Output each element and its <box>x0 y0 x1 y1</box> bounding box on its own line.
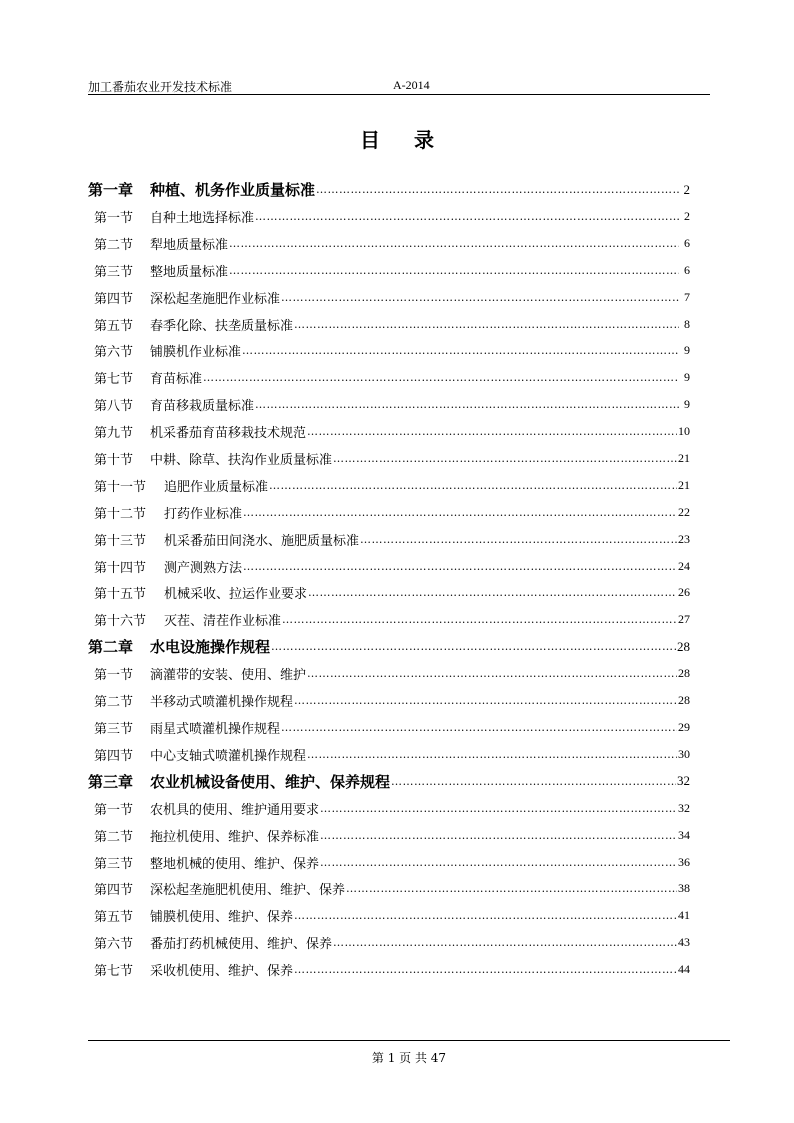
toc-entry-page: 10 <box>678 424 690 439</box>
toc-entry-number: 第四节 <box>94 748 134 764</box>
toc-entry-page: 6 <box>684 262 690 277</box>
toc-section-entry[interactable] <box>88 445 690 472</box>
toc-leader-dots <box>243 506 677 519</box>
toc-entry-page: 6 <box>684 235 690 250</box>
toc-leader-dots <box>281 721 677 734</box>
toc-chapter-entry[interactable] <box>88 768 690 795</box>
toc-entry-number: 第十四节 <box>94 560 147 576</box>
toc-section-entry[interactable] <box>88 337 690 364</box>
toc-leader-dots <box>269 479 677 492</box>
toc-leader-dots <box>242 344 679 357</box>
toc-entry-number: 第十六节 <box>94 614 147 630</box>
toc-section-entry[interactable] <box>88 795 690 822</box>
toc-entry-title: 追肥作业质量标准 <box>164 479 269 495</box>
toc-leader-dots <box>229 237 679 250</box>
toc-entry-number: 第十节 <box>94 452 134 468</box>
toc-leader-dots <box>255 210 679 223</box>
toc-entry-number: 第二节 <box>94 237 134 253</box>
toc-chapter-entry[interactable] <box>88 633 690 660</box>
toc-entry-title: 农机具的使用、维护通用要求 <box>150 802 320 818</box>
toc-section-entry[interactable] <box>88 956 690 983</box>
toc-entry-page: 24 <box>678 558 690 573</box>
toc-entry-number: 第一节 <box>94 802 134 818</box>
toc-entry-page: 38 <box>678 881 690 896</box>
toc-section-entry[interactable] <box>88 741 690 768</box>
toc-chapter-entry[interactable] <box>88 176 690 203</box>
toc-leader-dots <box>282 613 677 626</box>
toc-entry-title: 铺膜机作业标准 <box>150 345 242 361</box>
toc-entry-title: 机采番茄田间浇水、施肥质量标准 <box>164 533 360 549</box>
toc-entry-page: 23 <box>678 531 690 546</box>
toc-entry-page: 28 <box>677 638 690 654</box>
toc-entry-number: 第二节 <box>94 695 134 711</box>
toc-section-entry[interactable] <box>88 230 690 257</box>
toc-entry-number: 第三章 <box>88 772 134 791</box>
toc-entry-page: 21 <box>678 477 690 492</box>
toc-entry-title: 育苗移栽质量标准 <box>150 399 255 415</box>
toc-entry-number: 第三节 <box>94 264 134 280</box>
toc-section-entry[interactable] <box>88 929 690 956</box>
toc-entry-page: 32 <box>678 800 690 815</box>
toc-entry-page: 9 <box>684 343 690 358</box>
toc-leader-dots <box>391 775 676 788</box>
toc-entry-title: 中耕、除草、扶沟作业质量标准 <box>150 452 333 468</box>
toc-section-entry[interactable] <box>88 714 690 741</box>
toc-entry-number: 第八节 <box>94 399 134 415</box>
toc-entry-page: 28 <box>678 666 690 681</box>
toc-leader-dots <box>271 640 676 653</box>
toc-entry-title: 深松起垄施肥机使用、维护、保养 <box>150 883 346 899</box>
toc-section-entry[interactable] <box>88 499 690 526</box>
toc-leader-dots <box>243 560 677 573</box>
toc-entry-number: 第十三节 <box>94 533 147 549</box>
toc-entry-title: 春季化除、扶垄质量标准 <box>150 318 294 334</box>
toc-entry-page: 29 <box>678 719 690 734</box>
toc-leader-dots <box>307 425 677 438</box>
toc-leader-dots <box>229 264 679 277</box>
toc-entry-number: 第七节 <box>94 372 134 388</box>
toc-leader-dots <box>281 291 679 304</box>
toc-entry-number: 第六节 <box>94 345 134 361</box>
toc-section-entry[interactable] <box>88 364 690 391</box>
toc-section-entry[interactable] <box>88 902 690 929</box>
toc-entry-number: 第一章 <box>88 181 134 199</box>
toc-section-entry[interactable] <box>88 391 690 418</box>
table-of-contents <box>88 176 690 983</box>
toc-entry-number: 第十五节 <box>94 587 147 603</box>
toc-section-entry[interactable] <box>88 660 690 687</box>
toc-entry-title: 深松起垄施肥作业标准 <box>150 291 281 307</box>
toc-entry-page: 28 <box>678 693 690 708</box>
page-footer <box>88 1040 730 1065</box>
toc-leader-dots <box>320 829 677 842</box>
document-title: 加工番茄农业开发技术标准 <box>88 80 233 94</box>
toc-entry-title: 拖拉机使用、维护、保养标准 <box>150 829 320 845</box>
toc-leader-dots <box>360 533 677 546</box>
toc-entry-page: 22 <box>678 504 690 519</box>
toc-entry-page: 2 <box>683 181 690 197</box>
toc-leader-dots <box>255 398 679 411</box>
toc-entry-number: 第一节 <box>94 668 134 684</box>
toc-section-entry[interactable] <box>88 875 690 902</box>
toc-section-entry[interactable] <box>88 687 690 714</box>
toc-leader-dots <box>333 452 677 465</box>
toc-entry-number: 第七节 <box>94 964 134 980</box>
toc-entry-page: 30 <box>678 746 690 761</box>
toc-section-entry[interactable] <box>88 284 690 311</box>
toc-leader-dots <box>294 963 677 976</box>
toc-entry-title: 半移动式喷灌机操作规程 <box>150 695 294 711</box>
toc-title: 目录 <box>360 128 468 152</box>
toc-entry-title: 整地机械的使用、维护、保养 <box>150 856 320 872</box>
toc-entry-number: 第三节 <box>94 856 134 872</box>
toc-section-entry[interactable] <box>88 553 690 580</box>
toc-leader-dots <box>308 586 677 599</box>
toc-entry-page: 34 <box>678 827 690 842</box>
toc-leader-dots <box>333 936 677 949</box>
page-header <box>88 78 710 95</box>
toc-entry-page: 43 <box>678 935 690 950</box>
toc-entry-title: 滴灌带的安装、使用、维护 <box>150 668 307 684</box>
toc-entry-number: 第四节 <box>94 883 134 899</box>
toc-entry-number: 第九节 <box>94 426 134 442</box>
document-code: A-2014 <box>393 78 430 92</box>
toc-entry-number: 第十二节 <box>94 506 147 522</box>
toc-entry-title: 机采番茄育苗移栽技术规范 <box>150 426 307 442</box>
toc-entry-page: 26 <box>678 585 690 600</box>
toc-entry-title: 采收机使用、维护、保养 <box>150 964 294 980</box>
toc-entry-title: 水电设施操作规程 <box>150 638 271 657</box>
toc-entry-title: 育苗标准 <box>150 372 203 388</box>
toc-entry-number: 第三节 <box>94 721 134 737</box>
toc-leader-dots <box>294 318 679 331</box>
toc-entry-page: 32 <box>677 773 690 789</box>
toc-section-entry[interactable] <box>88 849 690 876</box>
toc-entry-page: 44 <box>678 962 690 977</box>
toc-leader-dots <box>316 183 679 196</box>
toc-entry-page: 7 <box>684 289 690 304</box>
toc-section-entry[interactable] <box>88 311 690 338</box>
toc-entry-number: 第二节 <box>94 829 134 845</box>
toc-entry-title: 种植、机务作业质量标准 <box>150 181 316 199</box>
toc-entry-number: 第五节 <box>94 318 134 334</box>
toc-entry-title: 中心支轴式喷灌机操作规程 <box>150 748 307 764</box>
toc-entry-title: 测产测熟方法 <box>164 560 243 576</box>
toc-entry-page: 8 <box>684 316 690 331</box>
toc-leader-dots <box>203 371 679 384</box>
toc-section-entry[interactable] <box>88 257 690 284</box>
toc-leader-dots <box>294 909 677 922</box>
toc-section-entry[interactable] <box>88 579 690 606</box>
toc-entry-page: 2 <box>684 208 690 223</box>
toc-entry-page: 9 <box>684 397 690 412</box>
toc-entry-title: 犁地质量标准 <box>150 237 229 253</box>
toc-entry-title: 番茄打药机械使用、维护、保养 <box>150 937 333 953</box>
toc-section-entry[interactable] <box>88 472 690 499</box>
toc-leader-dots <box>346 882 677 895</box>
toc-entry-title: 雨星式喷灌机操作规程 <box>150 721 281 737</box>
toc-entry-number: 第四节 <box>94 291 134 307</box>
toc-entry-title: 自种土地选择标准 <box>150 210 255 226</box>
toc-entry-title: 机械采收、拉运作业要求 <box>164 587 308 603</box>
toc-entry-page: 21 <box>678 450 690 465</box>
toc-entry-number: 第二章 <box>88 638 134 657</box>
toc-entry-page: 36 <box>678 854 690 869</box>
toc-entry-title: 农业机械设备使用、维护、保养规程 <box>150 772 391 791</box>
toc-section-entry[interactable] <box>88 526 690 553</box>
toc-leader-dots <box>320 802 677 815</box>
toc-entry-number: 第五节 <box>94 910 134 926</box>
toc-leader-dots <box>307 748 677 761</box>
toc-section-entry[interactable] <box>88 822 690 849</box>
toc-entry-page: 41 <box>678 908 690 923</box>
toc-leader-dots <box>294 694 677 707</box>
toc-entry-title: 整地质量标准 <box>150 264 229 280</box>
toc-entry-title: 打药作业标准 <box>164 506 243 522</box>
toc-entry-number: 第十一节 <box>94 479 147 495</box>
toc-entry-number: 第一节 <box>94 210 134 226</box>
toc-entry-page: 9 <box>684 370 690 385</box>
toc-entry-page: 27 <box>678 612 690 627</box>
page-number: 第 1 页 共 47 <box>371 1051 447 1065</box>
toc-section-entry[interactable] <box>88 606 690 633</box>
toc-section-entry[interactable] <box>88 203 690 230</box>
toc-leader-dots <box>307 667 677 680</box>
toc-section-entry[interactable] <box>88 418 690 445</box>
toc-leader-dots <box>320 856 677 869</box>
toc-entry-number: 第六节 <box>94 937 134 953</box>
toc-entry-title: 灭茬、清茬作业标准 <box>164 614 282 630</box>
toc-entry-title: 铺膜机使用、维护、保养 <box>150 910 294 926</box>
